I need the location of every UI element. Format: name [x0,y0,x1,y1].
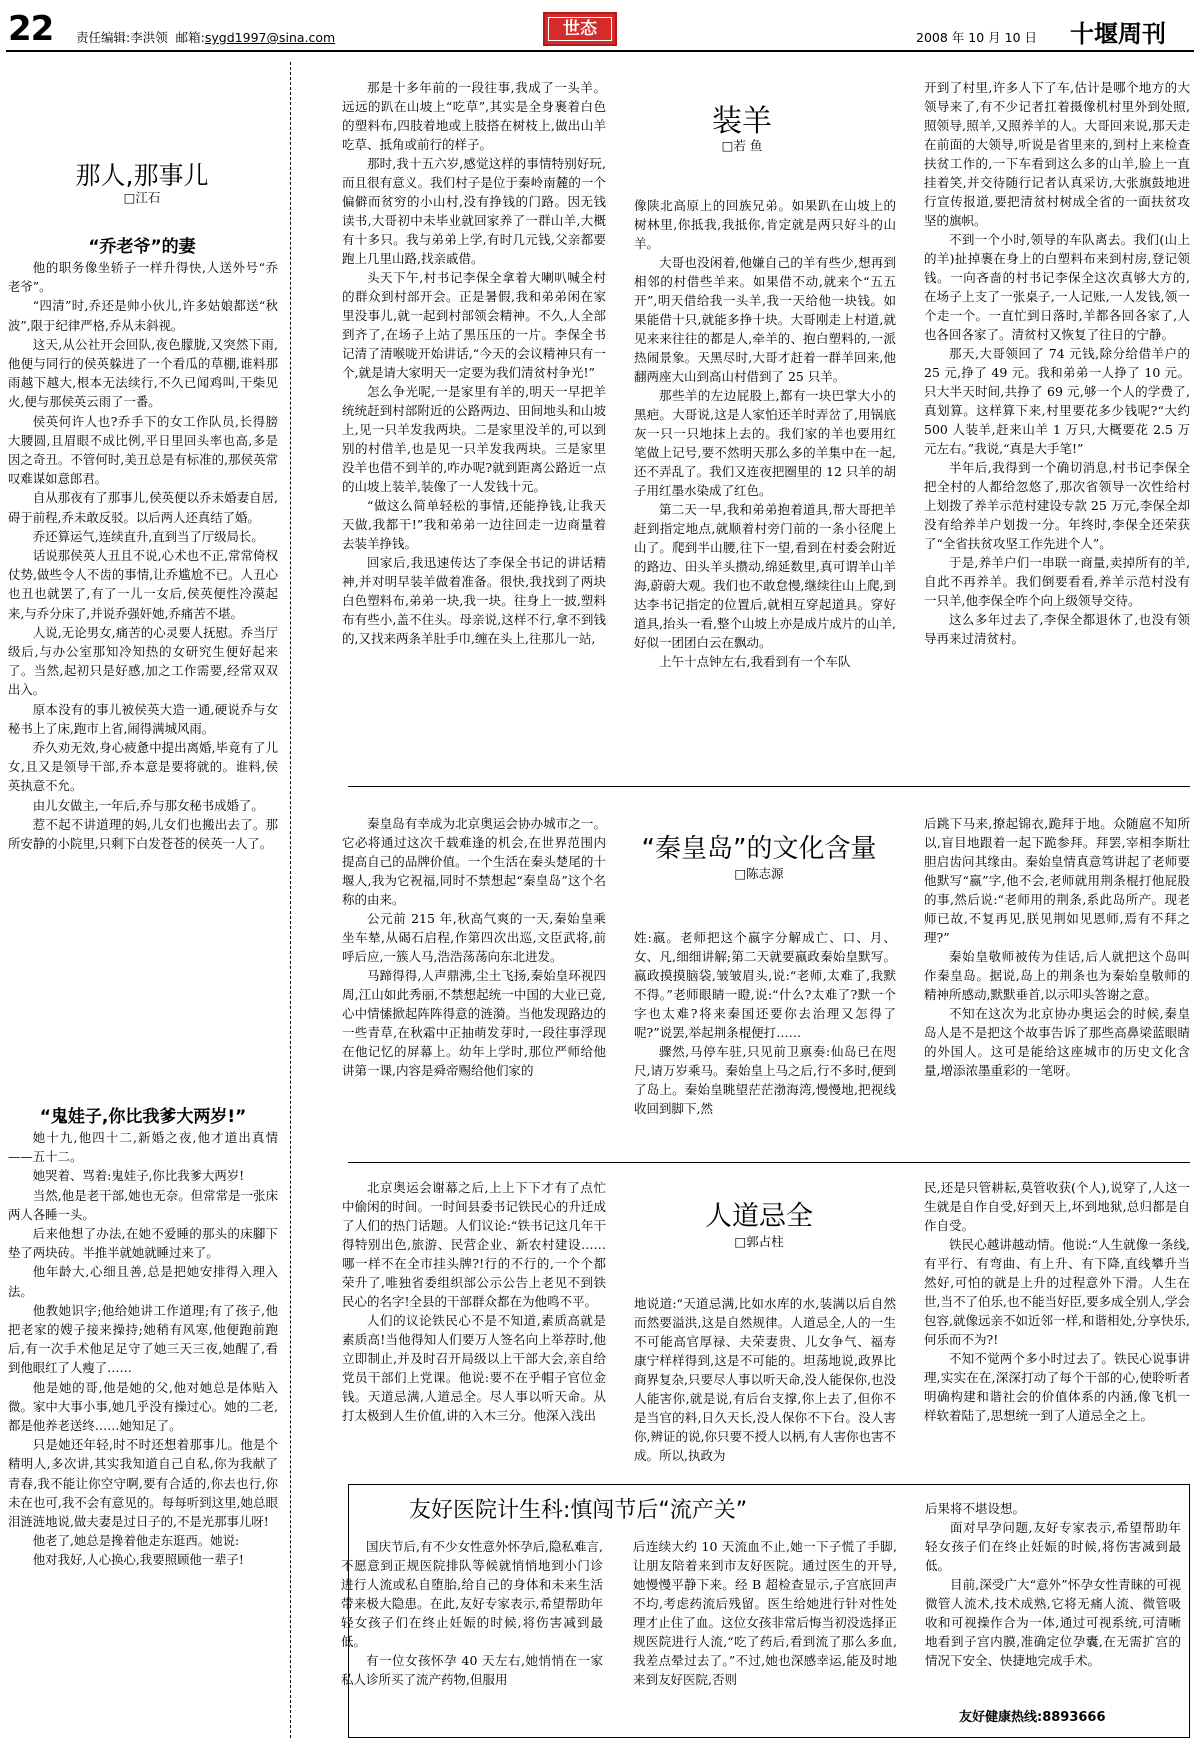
article-rendao-col1 [342,1178,606,1425]
article-left-byline: □江石 [123,190,161,205]
section-rule [348,786,1190,787]
paragraph: 于是,养羊户们一串联一商量,卖掉所有的羊,自此不再养羊。我们倒要看看,养羊示范村没有一只羊,他李保全咋个向上级领导交待。 [924,555,1190,608]
paper-name: 十堰周刊 [1070,19,1166,48]
hotline-number[interactable]: 8893666 [1042,1710,1106,1725]
paragraph: 只是她还年轻,时不时还想着那事儿。他是个精明人,多次讲,其实我知道自己自私,你为我献了青春,我不能让你空守啊,要有合适的,你去也行,你未在也可,我不会有意见的。每每听到这里,她总眼泪涟涟地说,做夫妻是过日子的,不是光那事儿呀! [8,1437,278,1530]
advert-title: 友好医院计生科:慎闯节后“流产关” [409,1498,748,1523]
paragraph: 由儿女做主,一年后,乔与那女秘书成婚了。 [32,797,264,813]
paragraph: “做这么简单轻松的事情,还能挣钱,让我天天做,我都干!”我和弟弟一边往回走一边商量着去装羊挣钱。 [342,498,606,551]
paragraph: 他老了,她总是搀着他走东逛西。她说: [32,1533,240,1549]
article-sheep-byline: □若 鱼 [721,138,763,153]
editor-label [76,30,335,46]
paragraph: 上午十点钟左右,我看到有一个车队 [659,654,851,669]
paragraph: 那天,大哥领回了 74 元钱,除分给借羊户的 25 元,挣了 49 元。我和弟弟一人挣了 10 元。只大半天时间,共挣了 69 元,够一个人的学费了,真划算。这样算下来,村里要花多少钱呢?“大约 500 人装羊,赶来山羊 1 万只,大概要花 2.5 万元左右。”我说,“真是大手笔!” [924,346,1190,456]
paragraph: 半年后,我得到一个确切消息,村书记李保全把全村的人都给忽悠了,那次省领导一次性给村上划拨了养羊示范村建设专款 25 万元,李保全却没有给养羊户划拨一分。年终时,李保全还荣获了“全省扶贫攻坚工作先进个人”。 [924,460,1190,551]
article-left-title: 那人,那事儿 [75,161,209,190]
paragraph: 面对早孕问题,友好专家表示,希望帮助年轻女孩子们在终止妊娠的时候,将伤害减到最低。 [925,1520,1181,1573]
paragraph: 不知在这次为北京协办奥运会的时候,秦皇岛人是不是把这个故事告诉了那些高鼻梁蓝眼睛的外国人。这可是能给这座城市的历史文化含量,增添浓墨重彩的一笔呀。 [924,1006,1190,1078]
paragraph: 后跳下马来,撩起锦衣,跪拜于地。众随扈不知所以,盲目地跟着一起下跪参拜。拜罢,宰相李斯壮胆启齿问其缘由。秦始皇情真意笃讲起了老师要他默写“嬴”字,他不会,老师就用荆条棍打他屁股的事,然后说:“老师用的荆条,系此岛所产。现老师已故,不复再见,朕见荆如见恩师,焉有不拜之理?” [924,816,1190,945]
paragraph: 那些羊的左边屁股上,都有一块巴掌大小的黑疤。大哥说,这是人家怕还羊时弄岔了,用锅底灰一只一只地抹上去的。我们家的羊也要用红笔做上记号,要不然明天那么多的羊集中在一起,还不弄乱了。我们又连夜把圈里的 12 只羊的胡子用红墨水染成了红色。 [634,388,896,498]
paragraph: 当然,他是老干部,她也无奈。但常常是一张床两人各睡一头。 [8,1187,278,1222]
paragraph: 这么多年过去了,李保全都退休了,也没有领导再来过清贫村。 [924,612,1190,646]
paragraph: 像陕北高原上的回族兄弟。如果趴在山坡上的树林里,你抵我,我抵你,肯定就是两只好斗的山羊。 [634,198,896,251]
paragraph: 有一位女孩怀孕 40 天左右,她悄悄在一家私人诊所买了流产药物,但服用 [341,1653,603,1687]
article-sheep-col3 [924,78,1190,648]
paragraph: 铁民心越讲越动情。他说:“人生就像一条线,有平行、有弯曲、有上升、有下降,直线攀升当然好,可怕的就是上升的过程意外下滑。人生在世,当不了伯乐,也不能当好臣,要多成全别人,学会包容,就像远亲不如近邻一样,和谐相处,分享快乐,何乐而不为?! [924,1237,1190,1347]
paragraph: 姓:嬴。老师把这个嬴字分解成亡、口、月、女、凡,细细讲解;第二天就要嬴政秦始皇默写。嬴政摸摸脑袋,皱皱眉头,说:“老师,太难了,我默不得。”老师眼睛一瞪,说:“什么?太难了?默一个字也太难?将来秦国还要你去治理又怎得了呢?”说罢,举起荆条棍便打…… [634,930,896,1040]
article-rendao-byline: □郭占柱 [734,1234,784,1249]
paragraph: 国庆节后,有不少女性意外怀孕后,隐私难言,不愿意到正规医院排队等候就悄悄地到小门诊进行人流或私自堕胎,给自己的身体和未来生活带来极大隐患。在此,友好专家表示,希望帮助年轻女孩子们在终止妊娠的时候,将伤害减到最低。 [341,1539,603,1649]
article-rendao-col2 [634,1294,896,1465]
article-sheep-title: 装羊 [712,104,772,139]
paragraph: 后果将不堪设想。 [925,1501,1026,1516]
editor-name: 责任编辑:李洪领 [76,30,168,45]
page-number: 22 [8,9,54,49]
paragraph: 他教她识字;他给她讲工作道理;有了孩子,他把老家的嫂子接来操持;她稍有风寒,他便跑前跑后,有一次手术他足足守了她三天三夜,她醒了,看到他眼红了人瘦了…… [8,1302,278,1376]
article-qhd-col2 [634,928,896,1118]
section-title: 世态 [563,19,597,39]
paragraph: 这天,从公社开会回队,夜色朦胧,又突然下雨,他便与同行的侯英躲进了一个看瓜的草棚,谁料那雨越下越大,根本无法续行,不久已闻鸡叫,干柴见火,便与那侯英云雨了一番。 [8,336,278,410]
paragraph: 他是她的哥,他是她的父,他对她总是体贴入微。家中大事小事,她几乎没有操过心。她的二老,都是他养老送终……她知足了。 [8,1379,278,1434]
paragraph: 公元前 215 年,秋高气爽的一天,秦始皇乘坐车辇,从碣石启程,作第四次出巡,文臣武将,前呼后应,一簇人马,浩浩荡荡向东北进发。 [342,911,606,964]
paragraph: 他年龄大,心细且善,总是把她安排得入理入法。 [8,1264,278,1299]
paragraph: 乔久劝无效,身心疲惫中提出离婚,毕竟有了儿女,且又是领导干部,乔本意是要将就的。谁料,侯英执意不允。 [8,740,278,794]
email-link[interactable]: sygd1997@sina.com [204,30,336,45]
paragraph: 她十九,他四十二,新婚之夜,他才道出真情——五十二。 [8,1130,278,1165]
article-left-body-2 [8,1128,278,1570]
article-qhd-byline: □陈志源 [734,866,784,881]
paragraph: 秦始皇敬师被传为佳话,后人就把这个岛叫作秦皇岛。据说,岛上的荆条也为秦始皇敬师的精神所感动,默默垂首,以示叩头答谢之意。 [924,949,1190,1002]
advert-col1 [341,1537,603,1689]
paragraph: 惹不起不讲道理的妈,儿女们也搬出去了。那所安静的小院里,只剩下白发苍苍的侯英一人了。 [8,816,278,852]
paragraph: 开到了村里,许多人下了车,估计是哪个地方的大领导来了,有不少记者扛着摄像机村里外到处照,照领导,照羊,又照养羊的人。大哥回来说,那天走在前面的大领导,听说是省里来的,到村上来检查扶贫工作的,一下车看到这么多的山羊,脸上一直挂着笑,并交待随行记者认真采访,大张旗鼓地进行宣传报道,要把清贫村树成全省的一面扶贫攻坚的旗帜。 [924,80,1190,228]
paragraph: 秦皇岛有幸成为北京奥运会协办城市之一。它必将通过这次千载难逢的机会,在世界范围内提高自己的品牌价值。一个生活在秦头楚尾的十堰人,我为它祝福,同时不禁想起“秦皇岛”这个名称的由来。 [342,816,606,907]
issue-date: 2008 年 10 月 10 日 [916,30,1037,45]
paragraph: 他对我好,人心换心,我要照顾他一辈子! [32,1552,244,1568]
article-sheep-col2 [634,196,896,671]
paragraph: 自从那夜有了那事儿,侯英便以乔未婚妻自居,碍于前程,乔未敢反驳。以后两人还真结了婚。 [8,490,278,525]
paragraph: 人们的议论铁民心不是不知道,素质高就是素质高!当他得知人们要万人签名向上举荐时,他立即制止,并及时召开局级以上干部大会,亲自给党员干部们上党课。他说:要不在乎帽子官位金钱。天道忌满,人道忌全。尽人事以听天命。从打太极到人生价值,讲的入木三分。他深入浅出 [342,1313,606,1423]
paragraph: 那是十多年前的一段往事,我成了一头羊。远远的趴在山坡上“吃草”,其实是全身裹着白色的塑料布,四肢着地或上肢搭在树枝上,做出山羊吃草、抵角或前行的样子。 [342,80,606,152]
advert-box [341,1484,1190,1738]
section-badge [543,12,617,46]
advert-col3 [925,1499,1181,1670]
paragraph: 她哭着、骂着:鬼娃子,你比我爹大两岁! [32,1168,245,1184]
paragraph: 大哥也没闲着,他嫌自己的羊有些少,想再到相邻的村借些羊来。如果借不动,就来个“五五开”,明天借给我一头羊,我一天给他一块钱。如果能借十只,就能多挣十块。大哥刚走上村道,就见来来往往的都是人,牵羊的、抱白塑料的,一派热闹景象。天黑尽时,大哥才赶着一群羊回来,他翻两座大山到高山村借到了 25 只羊。 [634,255,896,384]
paragraph: 乔还算运气,连续直升,直到当了厅级局长。 [32,528,264,544]
paragraph: 后来他想了办法,在她不爱睡的那头的床腳下垫了两块砖。半推半就她就睡过来了。 [8,1226,278,1261]
article-left-subtitle-1: “乔老爷”的妻 [88,237,196,257]
article-qhd-col3 [924,814,1190,1080]
article-left-body-1 [8,258,278,853]
hotline-label: 友好健康热线: [959,1710,1043,1725]
section-rule [348,1162,1190,1163]
paragraph: 骤然,马停车驻,只见前卫禀奏:仙岛已在咫尺,请万岁乘马。秦始皇上马之后,行不多时,便到了岛上。秦始皇眺望茫茫渤海湾,慢慢地,把视线收回到脚下,然 [634,1044,896,1116]
article-left-subtitle-2: “鬼娃子,你比我爹大两岁!” [39,1107,247,1127]
paragraph: 民,还是只管耕耘,莫管收获(个人),说穿了,人这一生就是自作自受,好到天上,坏到地狱,总归都是自作自受。 [924,1180,1190,1233]
paragraph: 那时,我十五六岁,感觉这样的事情特别好玩,而且很有意义。我们村子是位于秦岭南麓的一个偏僻而贫穷的小山村,没有挣钱的门路。因无钱读书,大哥初中未毕业就回家养了一群山羊,大概有十多只。我与弟弟上学,有时几元钱,父亲都要跑上几里山路,找亲戚借。 [342,156,606,266]
article-sheep-col1 [342,78,606,648]
article-rendao-col3 [924,1178,1190,1425]
advert-col2 [633,1537,897,1689]
paragraph: 后连续大约 10 天流血不止,她一下子慌了手脚,让朋友陪着来到市友好医院。通过医生的开导,她慢慢平静下来。经 B 超检查显示,子宫底回声不均,考虑药流后残留。医生给她进行针对性处理才止住了血。这位女孩非常后悔当初没选择正规医院进行人流,“吃了药后,看到流了那么多血,我差点晕过去了。”不过,她也深感幸运,能及时地来到友好医院,否则 [633,1539,897,1687]
paragraph: 侯英何许人也?乔手下的女工作队员,长得膀大腰圆,且眉眼不成比例,平日里回头率也高,多是因之奇丑。不管何时,美丑总是有标准的,那侯英常叹难谋如意郎君。 [8,413,278,487]
paragraph: 原本没有的事儿被侯英大造一通,硬说乔与女秘书上了床,跑市上省,闹得满城风雨。 [8,701,278,736]
paragraph: 他的职务像坐轿子一样升得快,人送外号“乔老爷”。 [8,260,278,295]
paragraph: 怎么争光呢,一是家里有羊的,明天一早把羊统统赶到村部附近的公路两边、田间地头和山坡上,见一只羊发我两块。二是家里没羊的,可以到别的村借羊,也是见一只羊发我两块。三是家里没羊也借不到羊的,咋办呢?就到距离公路近一点的山坡上装羊,装像了一人发钱十元。 [342,384,606,494]
paragraph: 地说道:“天道忌满,比如水库的水,装满以后自然而然要溢洪,这是自然规律。人道忌全,人的一生不可能高官厚禄、夫荣妻贵、儿女争气、福寿康宁样样得到,这是不可能的。坦荡地说,政界比商界复杂,只要尽人事以听天命,没人能保你,也没人能害你,就是说,有后台支撑,你上去了,但你不是当官的料,日久天长,没人保你不下台。没人害你,辨证的说,你只要不授人以柄,有人害你也害不成。所以,执政为 [634,1296,896,1463]
paragraph: “四清”时,乔还是帅小伙儿,许多姑娘都送“秋波”,限于纪律严格,乔从未斜视。 [8,298,278,333]
paragraph: 人说,无论男女,痛苦的心灵要人抚慰。乔当厅级后,与办公室那知冷知热的女研究生便好起来了。当然,起初只是好感,加之工作需要,经常双双出入。 [8,624,278,698]
article-qhd-col1 [342,814,606,1080]
paragraph: 话说那侯英人丑且不说,心术也不正,常常倚权仗势,做些令人不齿的事情,让乔尴尬不已。人丑心也丑也就罢了,有了一儿一女后,侯英便性冷漠起来,与乔分床了,并说乔强奸她,乔痛苦不堪。 [8,548,278,621]
paragraph: 回家后,我迅速传达了李保全书记的讲话精神,并对明早装羊做着准备。很快,我找到了两块白色塑料布,弟弟一块,我一块。往身上一披,塑料布有些小,盖不住头。母亲说,这样不行,拿不到钱的,又找来两条羊肚手巾,缠在头上,往那儿一站, [342,555,606,646]
paragraph: 马蹄得得,人声鼎沸,尘土飞扬,秦始皇环视四周,江山如此秀丽,不禁想起统一中国的大业已竟,心中情愫掀起阵阵得意的涟漪。当他发现路边的一些青草,在秋霜中正抽萌发芽时,一段往事浮现在他记忆的屏幕上。幼年上学时,那位严师给他讲第一课,内容是舜帝赐给他们家的 [342,968,606,1078]
paragraph: 目前,深受广大“意外”怀孕女性青睐的可视微管人流术,技术成熟,它将无痛人流、微管吸收和可视操作合为一体,通过可视系统,可清晰地看到子宫内膜,准确定位孕囊,在无需扩宫的情况下安全、快捷地完成手术。 [925,1577,1181,1668]
column-divider [290,62,291,1738]
article-rendao-title: 人道忌全 [705,1201,813,1232]
advert-hotline [959,1709,1106,1727]
email-label: 邮箱: [175,30,205,45]
article-qhd-title: “秦皇岛”的文化含量 [641,834,877,864]
paragraph: 北京奥运会谢幕之后,上上下下才有了点忙中偷闲的时间。一时间县委书记铁民心的升迁成了人们的热门话题。人们议论:“铁书记这几年干得特别出色,旅游、民营企业、新农村建设……哪一样不在全市挂头牌?!行的不行的,一个个都荣升了,唯独省委组织部公示公告上老见不到铁民心的名字!全县的干部群众都在为他鸣不平。 [342,1180,606,1309]
header-rule [6,50,1194,52]
paragraph: 头天下午,村书记李保全拿着大喇叭喊全村的群众到村部开会。正是暑假,我和弟弟闲在家里没事儿,就一起到村部领会精神。不久,人全部到齐了,在场子上站了黑压压的一片。李保全书记清了清喉咙开始讲话,“今天的会议精神只有一个,就是请大家明天一定要为我们清贫村争光!” [342,270,606,380]
paragraph: 不到一个小时,领导的车队离去。我们(山上的羊)扯掉裹在身上的白塑料布来到村房,登记领钱。一向吝啬的村书记李保全这次真够大方的,在场子上支了一张桌子,一人记账,一人发钱,领一个走一个。一直忙到日落时,羊都各回各家了,人也各回各家了。清贫村又恢复了往日的宁静。 [924,232,1190,342]
paragraph: 第二天一早,我和弟弟抱着道具,帮大哥把羊赶到指定地点,就顺着村旁门前的一条小径爬上山了。爬到半山腰,往下一望,看到在村委会附近的路边、田头羊头攒动,绵延数里,真可谓羊山羊海,蔚蔚大观。我们也不敢怠慢,继续往山上爬,到达李书记指定的位置后,就相互穿起道具。穿好道具,抬头一看,整个山坡上亦是成片成片的山羊,好似一团团白云在飘动。 [634,502,896,650]
paragraph: 不知不觉两个多小时过去了。铁民心说事讲理,实实在在,深深打动了每个干部的心,使聆听者明确构建和谐社会的价值体系的内涵,像飞机一样软着陆了,思想统一到了人道忌全之上。 [924,1351,1190,1423]
